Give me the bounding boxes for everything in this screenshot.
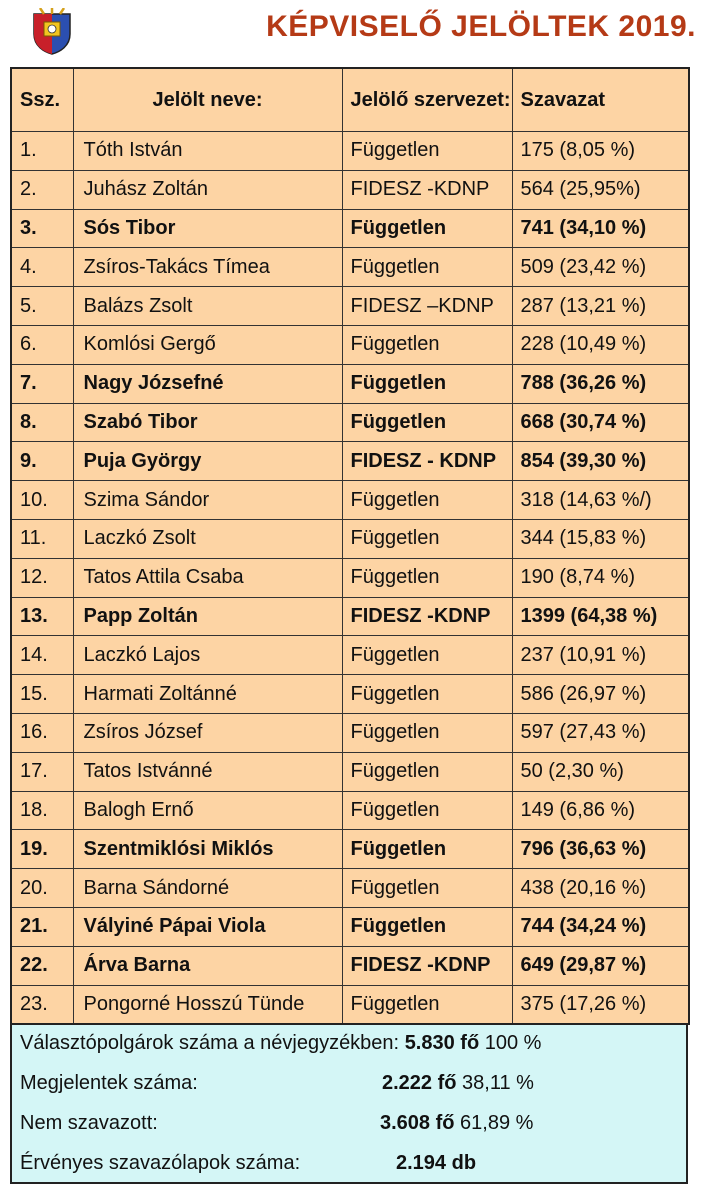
nominating-organization: Független [342, 403, 512, 442]
column-header-number: Ssz. [11, 68, 73, 132]
row-number: 23. [11, 985, 73, 1024]
candidate-name: Árva Barna [73, 946, 342, 985]
absent-pct: 61,89 % [460, 1112, 534, 1134]
summary-box [10, 1023, 688, 1184]
table-row [11, 907, 689, 946]
absent-value: 3.608 fő [380, 1112, 455, 1134]
table-row [11, 636, 689, 675]
candidate-name: Nagy Józsefné [73, 364, 342, 403]
vote-count: 649 (29,87 %) [512, 946, 689, 985]
row-number: 20. [11, 869, 73, 908]
candidate-name: Szima Sándor [73, 481, 342, 520]
nominating-organization: FIDESZ - KDNP [342, 442, 512, 481]
turnout-label: Megjelentek száma: [20, 1072, 198, 1094]
table-row [11, 558, 689, 597]
candidate-name: Balogh Ernő [73, 791, 342, 830]
turnout-value: 2.222 fő [382, 1072, 457, 1094]
nominating-organization: FIDESZ –KDNP [342, 287, 512, 326]
candidate-name: Papp Zoltán [73, 597, 342, 636]
voters-row [20, 1032, 541, 1055]
candidate-name: Tóth István [73, 132, 342, 171]
table-row [11, 985, 689, 1024]
column-header-votes: Szavazat [512, 68, 689, 132]
vote-count: 149 (6,86 %) [512, 791, 689, 830]
absent-label: Nem szavazott: [20, 1112, 158, 1134]
nominating-organization: Független [342, 985, 512, 1024]
nominating-organization: Független [342, 364, 512, 403]
table-row [11, 791, 689, 830]
header [0, 0, 702, 64]
candidate-name: Vályiné Pápai Viola [73, 907, 342, 946]
nominating-organization: FIDESZ -KDNP [342, 597, 512, 636]
vote-count: 50 (2,30 %) [512, 752, 689, 791]
table-row [11, 752, 689, 791]
nominating-organization: Független [342, 830, 512, 869]
vote-count: 287 (13,21 %) [512, 287, 689, 326]
candidate-name: Zsíros József [73, 713, 342, 752]
vote-count: 597 (27,43 %) [512, 713, 689, 752]
table-row [11, 830, 689, 869]
vote-count: 175 (8,05 %) [512, 132, 689, 171]
row-number: 19. [11, 830, 73, 869]
vote-count: 564 (25,95%) [512, 170, 689, 209]
candidate-name: Sós Tibor [73, 209, 342, 248]
candidate-name: Szentmiklósi Miklós [73, 830, 342, 869]
nominating-organization: FIDESZ -KDNP [342, 170, 512, 209]
candidate-name: Tatos Istvánné [73, 752, 342, 791]
vote-count: 1399 (64,38 %) [512, 597, 689, 636]
candidate-name: Pongorné Hosszú Tünde [73, 985, 342, 1024]
row-number: 17. [11, 752, 73, 791]
nominating-organization: Független [342, 325, 512, 364]
nominating-organization: Független [342, 558, 512, 597]
candidate-name: Szabó Tibor [73, 403, 342, 442]
vote-count: 796 (36,63 %) [512, 830, 689, 869]
candidate-name: Balázs Zsolt [73, 287, 342, 326]
table-row [11, 287, 689, 326]
candidate-name: Harmati Zoltánné [73, 675, 342, 714]
nominating-organization: Független [342, 752, 512, 791]
absent-row-values [380, 1112, 533, 1135]
candidate-name: Zsíros-Takács Tímea [73, 248, 342, 287]
valid-label: Érvényes szavazólapok száma: [20, 1152, 301, 1174]
vote-count: 741 (34,10 %) [512, 209, 689, 248]
row-number: 9. [11, 442, 73, 481]
candidate-name: Juhász Zoltán [73, 170, 342, 209]
table-row [11, 170, 689, 209]
row-number: 15. [11, 675, 73, 714]
nominating-organization: Független [342, 519, 512, 558]
page-title: KÉPVISELŐ JELÖLTEK 2019. [266, 10, 696, 43]
row-number: 1. [11, 132, 73, 171]
row-number: 3. [11, 209, 73, 248]
vote-count: 438 (20,16 %) [512, 869, 689, 908]
table-row [11, 869, 689, 908]
row-number: 12. [11, 558, 73, 597]
row-number: 11. [11, 519, 73, 558]
row-number: 10. [11, 481, 73, 520]
nominating-organization: Független [342, 132, 512, 171]
row-number: 5. [11, 287, 73, 326]
row-number: 13. [11, 597, 73, 636]
table-row [11, 675, 689, 714]
table-row [11, 442, 689, 481]
row-number: 2. [11, 170, 73, 209]
vote-count: 344 (15,83 %) [512, 519, 689, 558]
candidate-name: Barna Sándorné [73, 869, 342, 908]
vote-count: 318 (14,63 %/) [512, 481, 689, 520]
vote-count: 668 (30,74 %) [512, 403, 689, 442]
column-header-organization: Jelölő szervezet: [342, 68, 512, 132]
vote-count: 788 (36,26 %) [512, 364, 689, 403]
row-number: 18. [11, 791, 73, 830]
nominating-organization: FIDESZ -KDNP [342, 946, 512, 985]
table-row [11, 519, 689, 558]
row-number: 6. [11, 325, 73, 364]
vote-count: 228 (10,49 %) [512, 325, 689, 364]
table-row [11, 132, 689, 171]
table-row [11, 481, 689, 520]
nominating-organization: Független [342, 248, 512, 287]
row-number: 8. [11, 403, 73, 442]
candidates-table [10, 67, 690, 1025]
nominating-organization: Független [342, 791, 512, 830]
table-row [11, 403, 689, 442]
table-row [11, 325, 689, 364]
turnout-pct: 38,11 % [462, 1072, 534, 1094]
row-number: 7. [11, 364, 73, 403]
voters-pct: 100 % [484, 1032, 542, 1054]
vote-count: 744 (34,24 %) [512, 907, 689, 946]
vote-count: 237 (10,91 %) [512, 636, 689, 675]
table-row [11, 946, 689, 985]
coat-of-arms-icon [30, 8, 74, 56]
vote-count: 854 (39,30 %) [512, 442, 689, 481]
table-row [11, 364, 689, 403]
row-number: 4. [11, 248, 73, 287]
nominating-organization: Független [342, 869, 512, 908]
nominating-organization: Független [342, 713, 512, 752]
vote-count: 190 (8,74 %) [512, 558, 689, 597]
row-number: 21. [11, 907, 73, 946]
row-number: 16. [11, 713, 73, 752]
valid-row-values [396, 1152, 476, 1175]
nominating-organization: Független [342, 636, 512, 675]
table-row [11, 209, 689, 248]
row-number: 22. [11, 946, 73, 985]
candidate-name: Puja György [73, 442, 342, 481]
nominating-organization: Független [342, 907, 512, 946]
table-row [11, 713, 689, 752]
row-number: 14. [11, 636, 73, 675]
table-header-row [11, 68, 689, 132]
nominating-organization: Független [342, 481, 512, 520]
vote-count: 509 (23,42 %) [512, 248, 689, 287]
valid-value: 2.194 db [396, 1152, 477, 1174]
voters-label: Választópolgárok száma a névjegyzékben: [20, 1032, 400, 1054]
candidate-name: Komlósi Gergő [73, 325, 342, 364]
candidate-name: Laczkó Zsolt [73, 519, 342, 558]
turnout-row-values [382, 1072, 534, 1095]
column-header-name: Jelölt neve: [73, 68, 342, 132]
table-row [11, 597, 689, 636]
voters-value: 5.830 fő [404, 1032, 480, 1054]
nominating-organization: Független [342, 209, 512, 248]
candidate-name: Tatos Attila Csaba [73, 558, 342, 597]
nominating-organization: Független [342, 675, 512, 714]
candidate-name: Laczkó Lajos [73, 636, 342, 675]
vote-count: 586 (26,97 %) [512, 675, 689, 714]
table-row [11, 248, 689, 287]
vote-count: 375 (17,26 %) [512, 985, 689, 1024]
